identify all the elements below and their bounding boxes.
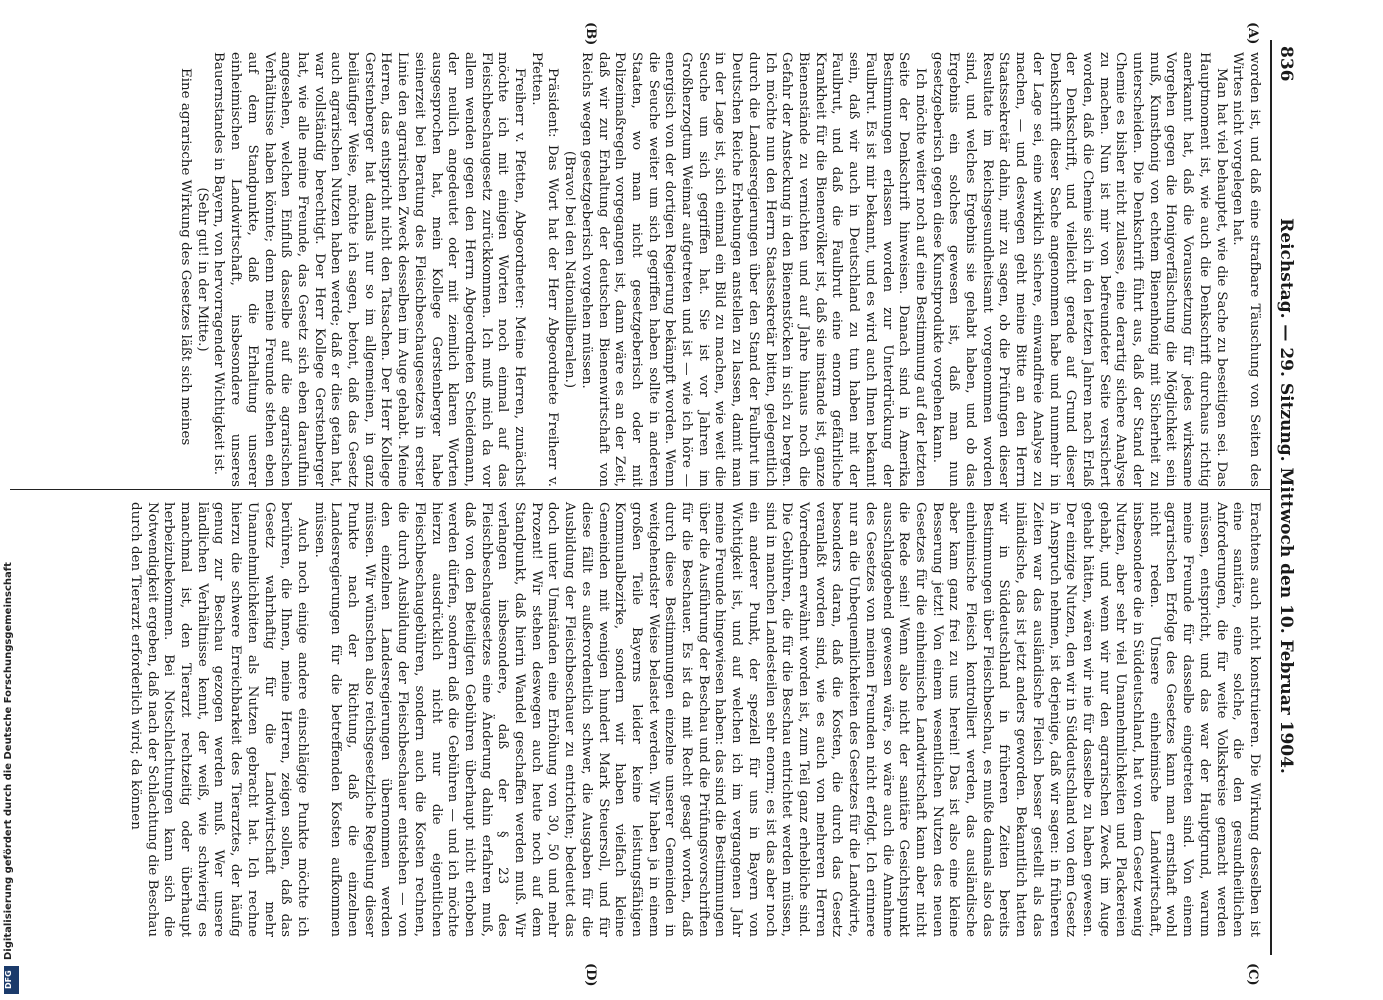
digitization-footer xyxy=(0,0,24,1000)
interjection: (Bravo! bei den Nationalliberalen.) xyxy=(562,150,578,389)
paragraph: Auch noch einige andere einschlägige Punkte möchte ich berühren, die Ihnen, meine Herren, zeigen sollen, daß das Gesetz wahrhaftig für die Landwirtschaft mehr Unannehmlichkeiten als Nutzen gebracht hat. Ich rechne hierzu die schwere Erreichbarkeit des Tierarztes, der häufig genug zur Beschau gezogen werden muß. Wer unsere ländlichen Verhältnisse kennt, der weiß, wie schwierig es manchmal ist, den Tierarzt rechtzeitig oder überhaupt herbeizubekommen. Bei Notschlachtungen kann sich die Notwendigkeit ergeben, daß nach der Schlachtung die Beschau durch den Tierarzt erforderlich wird; da können xyxy=(127,502,310,937)
margin-letter-c: (C) xyxy=(1245,963,1260,986)
header-rule xyxy=(1270,40,1272,955)
interjection: (Sehr gut! in der Mitte.) xyxy=(194,187,210,352)
margin-letter-a: (A) xyxy=(1245,22,1260,45)
margin-letter-d: (D) xyxy=(583,963,598,987)
page-number: 836 xyxy=(1276,46,1296,82)
right-column xyxy=(126,502,1262,937)
margin-letter-b: (B) xyxy=(583,22,598,46)
page-title: Reichstag. — 29. Sitzung. Mittwoch den 10. Februar 1904. xyxy=(1276,218,1296,774)
left-column xyxy=(176,52,1262,487)
footer-credit: Digitalisierung gefördert durch die Deutsche Forschungsgemeinschaft xyxy=(3,562,14,960)
paragraph: worden ist, und daß eine strafbare Täuschung von Seiten des Wirtes nicht vorgelegen hat. xyxy=(1230,52,1262,487)
paragraph: Ich möchte weiter noch auf eine Bestimmung auf der letzten Seite der Denkschrift hinweisen. Danach sind in Amerika Bestimmungen erlassen worden zur Unterdrückung der Faulbrut. Es ist mir bekannt, und es wird auch Ihnen bekannt sein, daß wir auch in Deutschland zu tun haben mit der Faulbrut, und daß die Faulbrut eine enorm gefährliche Krankheit für die Bienenvölker ist, daß sie imstande ist, ganze Bienenstände zu vernichten und auf Jahre hinaus noch die Gefahr der Ansteckung in den Bienenstöcken in sich zu bergen. Ich möchte nun den Herrn Staatssekretär bitten, gelegentlich durch die Landesregierungen über den Stand der Faulbrut im Deutschen Reiche Erhebungen anstellen zu lassen, damit man in der Lage ist, sich einmal ein Bild zu machen, wie weit die Seuche um sich gegriffen hat. Sie ist vor Jahren im Großherzogtum Weimar aufgetreten und ist — wie ich höre — energisch von der dortigen Regierung bekämpft worden. Wenn die Seuche weiter um sich gegriffen haben sollte in anderen Staaten, wo man nicht gesetzgeberisch oder mit Polizeimaßregeln vorgegangen ist, dann wäre es an der Zeit, daß wir zur Erhaltung der deutschen Bienenwirtschaft von Reichs wegen gesetzgeberisch vorgehen müssen. xyxy=(578,52,928,487)
paragraph: Eine agrarische Wirkung des Gesetzes läßt sich meines xyxy=(178,68,193,446)
speaker-paragraph: Freiherr v. Pfetten, Abgeordneter: Meine Herren, zunächst möchte ich mit einigen Worten noch einmal auf das Fleischbeschaugesetz zurückkommen. Ich muß mich da vor allem wenden gegen den Herrn Abgeordneten Scheidemann, der neulich angedeutet oder mit ziemlich klaren Worten ausgesprochen hat, mein Kollege Gerstenberger habe seinerzeit bei Beratung des Fleischbeschaugesetzes in erster Linie den agrarischen Zweck desselben im Auge gehabt. Meine Herren, das entspricht nicht den Tatsachen. Der Herr Kollege Gerstenberger hat damals nur so im allgemeinen, in ganz beiläufiger Weise, möchte ich sagen, betont, daß das Gesetz auch agrarischen Nutzen haben werde; daß er dies getan hat, war vollständig berechtigt. Der Herr Kollege Gerstenberger hat, wie alle meine Freunde, das Gesetz sich eben daraufhin angesehen, welchen Einfluß dasselbe auf die agrarischen Verhältnisse haben könnte; denn meine Freunde stehen eben auf dem Standpunkte, daß die Erhaltung unserer einheimischen Landwirtschaft, insbesondere unseres Bauernstandes in Bayern, von hervorragender Wichtigkeit ist. xyxy=(211,52,528,487)
paragraph: Erachtens auch nicht konstruieren. Die Wirkung desselben ist eine sanitäre, eine solche, die den gesundheitlichen Anforderungen, die für weite Volkskreise gemacht werden müssen, entspricht, und das war der Hauptgrund, warum meine Freunde für dasselbe eingetreten sind. Von einem agrarischen Erfolge des Gesetzes kann man ernsthaft wohl nicht reden. Unsere einheimische Landwirtschaft, insbesondere die in Süddeutschland, hat von dem Gesetz wenig Nutzen, aber sehr viel Unannehmlichkeiten und Plackereien gehabt, und wenn wir nur den agrarischen Zweck im Auge gehabt hätten, wären wir nie für dasselbe zu haben gewesen. Der einzige Nutzen, den wir in Süddeutschland von dem Gesetz in Anspruch nehmen, ist derjenige, daß wir sagen: in früheren Zeiten war das ausländische Fleisch besser gestellt als das inländische, das ist jetzt anders geworden. Bekanntlich hatten wir in Süddeutschland in früheren Zeiten bereits Bestimmungen über Fleischbeschau, es mußte damals also das einheimische Fleisch kontrolliert werden, das ausländische aber kam ganz frei zu uns herein! Das ist also eine kleine Besserung jetzt! Von einem wesentlichen Nutzen des neuen Gesetzes für die einheimische Landwirtschaft kann aber nicht die Rede sein! Wenn also nicht der sanitäre Gesichtspunkt ausschlaggebend gewesen wäre, so wäre auch die Annahme des Gesetzes von meinen Freunden nicht erfolgt. Ich erinnere nur an die Unbequemlichkeiten des Gesetzes für die Landwirte, besonders daran, daß die Kosten, die durch das Gesetz veranlaßt worden sind, wie es auch von mehreren Herren Vorrednern erwähnt worden ist, zum Teil ganz erhebliche sind. Die Gebühren, die für die Beschau entrichtet werden müssen, sind in manchen Landesteilen sehr enorm; es ist das aber noch ein anderer Punkt, der speziell für uns in Bayern von Wichtigkeit ist, und auf welchen ich im vergangenen Jahr meine Freunde hingewiesen haben: das sind die Bestimmungen über die Ausführung der Beschau und die Prüfungsvorschriften für die Beschauer. Es ist da mit Recht gesagt worden, daß durch diese Bestimmungen einzelne unserer Gemeinden in weitgehendster Weise belastet werden. Wir haben ja in einem großen Teile Bayerns leider keine leistungsfähigen Kommunalbezirke, sondern wir haben vielfach kleine Gemeinden mit wenigen hundert Mark Steuersoll, und für diese fällt es außerordentlich schwer, die Ausgaben für die Ausbildung der Fleischbeschauer zu entrichten; bedeutet das doch unter Umständen eine Erhöhung von 30, 50 und mehr Prozent! Wir stehen deswegen auch heute noch auf dem Standpunkt, daß hierin Wandel geschaffen werden muß. Wir verlangen insbesondere, daß der § 23 des Fleischbeschaugesetzes eine Änderung dahin erfahren muß, daß von den Beteiligten Gebühren überhaupt nicht erhoben werden dürfen, sondern daß die Gebühren — und ich möchte hierzu ausdrücklich nicht nur die eigentlichen Fleischbeschaugebühren, sondern auch die Kosten rechnen, die durch Ausbildung der Fleischbeschauer entstehen — von den einzelnen Landesregierungen übernommen werden müssen. Wir wünschen also reichsgesetzliche Regelung dieser Punkte nach der Richtung, daß die einzelnen Landesregierungen für die betreffenden Kosten aufkommen müssen. xyxy=(311,502,1262,937)
paragraph: Man hat viel behauptet, wie die Sache zu beseitigen sei. Das Hauptmoment ist, wie auch die Denkschrift durchaus richtig anerkannt hat, daß die Voraussetzung für jedes wirksame Vorgehen gegen die Honigverfälschung die Möglichkeit sein muß, Kunsthonig von echtem Bienenhonig mit Sicherheit zu unterscheiden. Die Denkschrift führt aus, daß der Stand der Chemie es bisher nicht zulasse, eine derartig sichere Analyse zu machen. Nun ist mir von befreundeter Seite versichert worden, daß die Chemie sich in den letzten Jahren nach Erlaß der Denkschrift, und vielleicht gerade auf Grund dieser Denkschrift dieser Sache angenommen habe und nunmehr in der Lage sei, eine wirklich sichere, einwandfreie Analyse zu machen, — und deswegen geht meine Bitte an den Herrn Staatssekretär dahin, mir zu sagen, ob die Prüfungen dieser Resultate im Reichsgesundheitsamt vorgenommen worden sind, und welches Ergebnis sie gehabt haben, und ob das Ergebnis ein solches gewesen ist, daß man nun gesetzgeberisch gegen diese Kunstprodukte vorgehen kann. xyxy=(929,52,1229,487)
column-divider xyxy=(10,489,1270,490)
speaker-paragraph: Präsident: Das Wort hat der Herr Abgeordnete Freiherr v. Pfetten. xyxy=(528,52,561,487)
page-header xyxy=(1268,46,1296,946)
dfg-logo: DFG xyxy=(4,966,19,994)
